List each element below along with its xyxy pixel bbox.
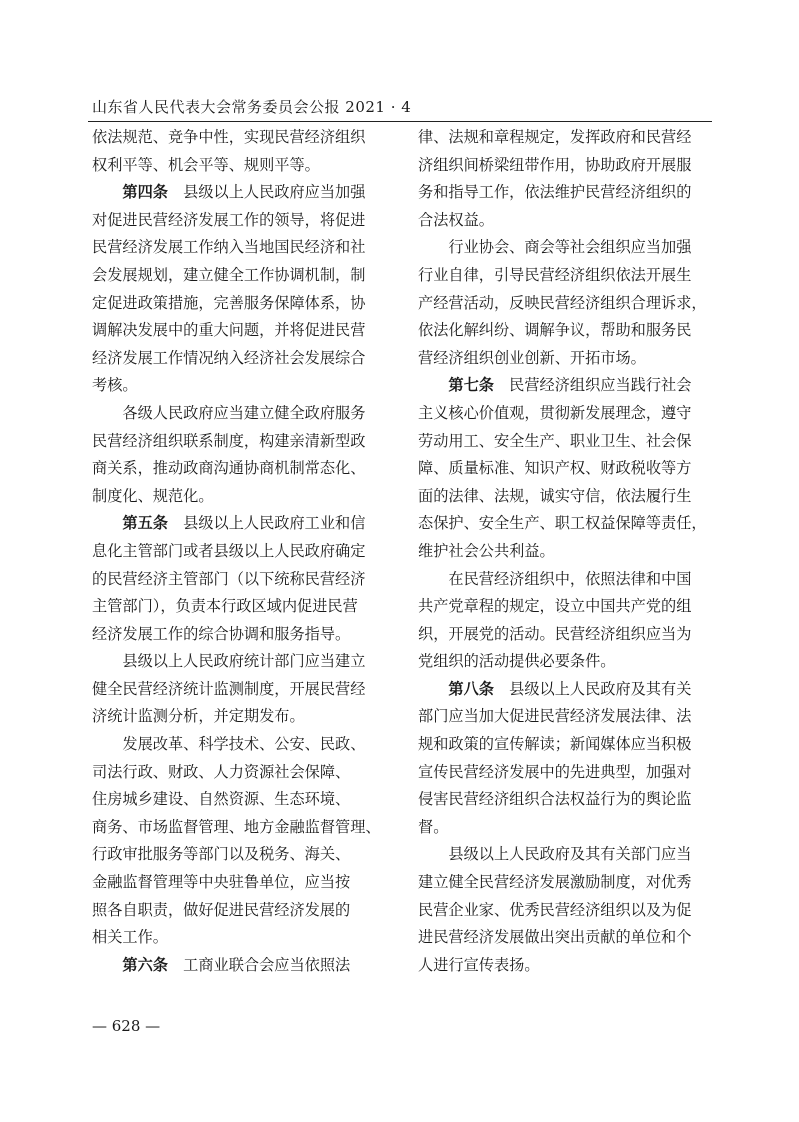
text-line: 住房城乡建设、自然资源、生态环境、 [92,790,351,809]
text-line: 营经济组织创业创新、开拓市场。 [418,348,646,367]
text-line: 行业自律，引导民营经济组织依法开展生 [418,265,692,284]
text-line: 人进行宣传表扬。 [418,955,540,974]
article-number: 第六条 [122,955,168,974]
text-line: 主义核心价值观，贯彻新发展理念，遵守 [418,403,692,422]
page-number: — 628 — [92,1017,161,1035]
text-line: 织，开展党的活动。民营经济组织应当为 [418,624,692,643]
paragraph-start-line: 县级以上人民政府统计部门应当建立 [122,652,366,671]
text-line: 态保护、安全生产、职工权益保障等责任， [418,514,707,533]
article-line [92,179,382,207]
text-line: 建立健全民营经济发展激励制度，对优秀 [418,873,692,892]
text-line: 权利平等、机会平等、规则平等。 [92,155,320,174]
text-line: 济统计监测分析，并定期发布。 [92,707,305,726]
text-line: 宣传民营经济发展中的先进典型，加强对 [418,762,692,781]
article-number: 第七条 [448,376,494,395]
text-line: 济组织间桥梁纽带作用，协助政府开展服 [418,155,692,174]
text-line: 维护社会公共利益。 [418,541,555,560]
text-line: 民营经济发展工作纳入当地国民经济和社 [92,238,366,257]
text-line: 对促进民营经济发展工作的领导，将促进 [92,210,366,229]
text-line: 依法化解纠纷、调解争议，帮助和服务民 [418,321,692,340]
article-text: 县级以上人民政府及其有关 [509,679,692,698]
text-line: 督。 [418,817,449,836]
text-line: 经济发展工作情况纳入经济社会发展综合 [92,348,366,367]
text-line: 定促进政策措施，完善服务保障体系，协 [92,293,366,312]
text-line: 调解决发展中的重大问题，并将促进民营 [92,321,366,340]
text-line: 经济发展工作的综合协调和服务指导。 [92,624,351,643]
paragraph-start-line: 在民营经济组织中，依照法律和中国 [448,569,692,588]
article-line [418,676,708,704]
text-line: 商关系，推动政商沟通协商机制常态化、 [92,459,366,478]
text-line: 部门应当加大促进民营经济发展法律、法 [418,707,692,726]
text-line: 照各自职责，做好促进民营经济发展的 [92,900,351,919]
article-line [418,372,708,400]
article-text: 工商业联合会应当依照法 [183,955,351,974]
text-line: 侵害民营经济组织合法权益行为的舆论监 [418,790,692,809]
text-line: 民营经济组织联系制度，构建亲清新型政 [92,431,366,450]
paragraph-start-line: 县级以上人民政府及其有关部门应当 [448,845,692,864]
text-line: 商务、市场监督管理、地方金融监督管理、 [92,817,381,836]
text-line: 律、法规和章程规定，发挥政府和民营经 [418,128,692,146]
article-line [92,952,382,980]
text-line: 主管部门），负责本行政区域内促进民营 [92,597,358,616]
text-line: 司法行政、财政、人力资源社会保障、 [92,762,351,781]
article-text: 县级以上人民政府工业和信 [183,514,366,533]
text-line: 产经营活动，反映民营经济组织合理诉求， [418,293,707,312]
text-line: 规和政策的宣传解读；新闻媒体应当积极 [418,735,692,754]
paragraph-start-line: 发展改革、科学技术、公安、民政、 [122,735,366,754]
paragraph-start-line: 行业协会、商会等社会组织应当加强 [448,238,692,257]
article-text: 县级以上人民政府应当加强 [183,183,366,202]
article-text: 民营经济组织应当践行社会 [509,376,692,395]
right-column [418,124,708,979]
text-line: 合法权益。 [418,210,494,229]
text-line: 依法规范、竞争中性，实现民营经济组织 [92,128,366,146]
text-line: 金融监督管理等中央驻鲁单位，应当按 [92,873,351,892]
header-rule [88,121,712,122]
article-number: 第四条 [122,183,168,202]
text-line: 进民营经济发展做出突出贡献的单位和个 [418,928,692,947]
article-number: 第五条 [122,514,168,533]
text-line: 行政审批服务等部门以及税务、海关、 [92,845,351,864]
text-line: 共产党章程的规定，设立中国共产党的组 [418,597,692,616]
text-line: 相关工作。 [92,928,168,947]
text-line: 劳动用工、安全生产、职业卫生、社会保 [418,431,692,450]
text-line: 民营企业家、优秀民营经济组织以及为促 [418,900,692,919]
text-line: 的民营经济主管部门（以下统称民营经济 [92,569,366,588]
text-line: 健全民营经济统计监测制度，开展民营经 [92,679,366,698]
text-line: 障、质量标准、知识产权、财政税收等方 [418,459,692,478]
text-line: 制度化、规范化。 [92,486,214,505]
running-header: 山东省人民代表大会常务委员会公报 2021 · 4 [92,98,412,116]
text-line: 会发展规划，建立健全工作协调机制，制 [92,265,366,284]
paragraph-start-line: 各级人民政府应当建立健全政府服务 [122,403,366,422]
text-line: 务和指导工作，依法维护民营经济组织的 [418,183,692,202]
text-line: 面的法律、法规，诚实守信，依法履行生 [418,486,692,505]
article-line [92,510,382,538]
text-line: 息化主管部门或者县级以上人民政府确定 [92,541,366,560]
text-line: 考核。 [92,376,138,395]
text-line: 党组织的活动提供必要条件。 [418,652,616,671]
left-column [92,124,382,979]
article-number: 第八条 [448,679,494,698]
